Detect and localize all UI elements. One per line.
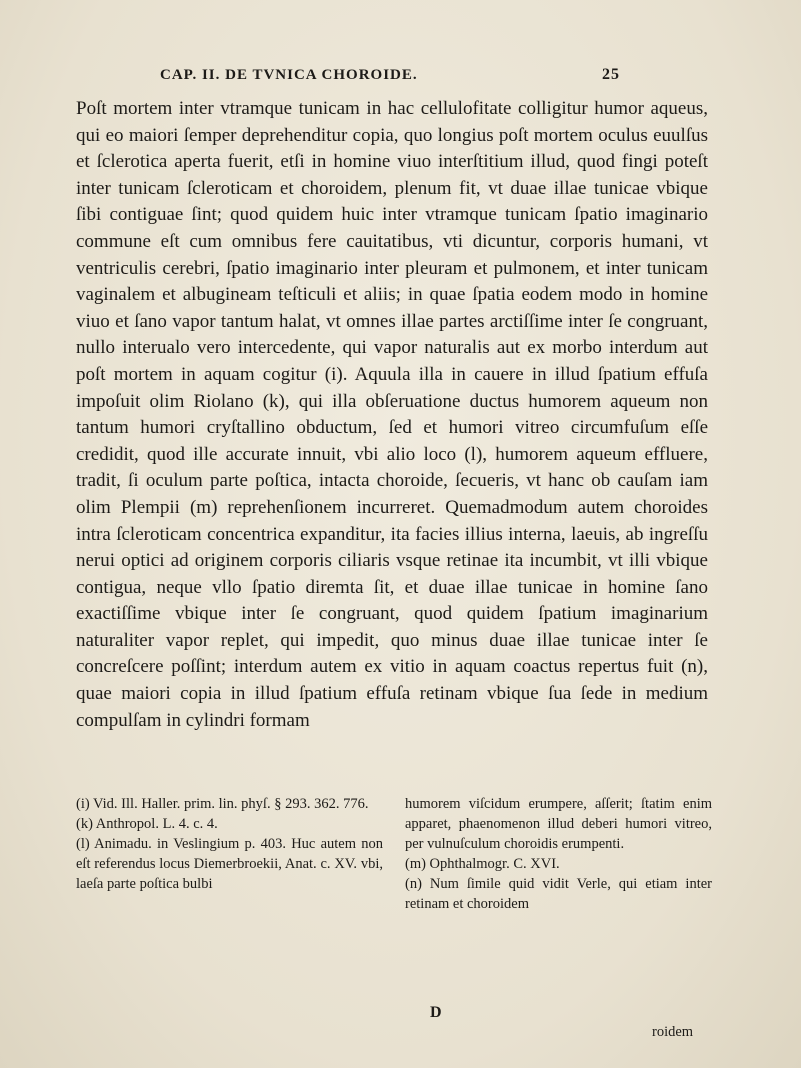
catchword: roidem [652,1024,694,1040]
footnotes [76,794,712,914]
footnote-l-continued: humorem viſcidum erumpere, aſſerit; ſtatim enim apparet, phaenomenon illud deberi humori vitreo, per vulnuſculum choroidis erumpenti. [405,796,712,852]
signature-mark: D [430,1004,442,1021]
footnote-l: (l) Animadu. in Veslingium p. 403. Huc autem non eſt referendus locus Diemerbroekii, Anat. c. XV. vbi, laeſa parte poſtica bulbi [76,836,383,892]
running-header [160,66,620,84]
footnote-m: (m) Ophthalmogr. C. XVI. [405,856,560,872]
footnote-n: (n) Num ſimile quid vidit Verle, qui etiam inter retinam et choroidem [405,876,712,912]
footnote-k: (k) Anthropol. L. 4. c. 4. [76,816,218,832]
running-title: CAP. II. DE TVNICA CHOROIDE. [160,67,418,83]
main-paragraph: Poſt mortem inter vtramque tunicam in hac cellulofitate colligitur humor aqueus, qui eo maiori ſemper deprehenditur copia, quo longius poſt mortem oculus euulſus et ſclerotica aperta fuerit, etſi in homine viuo interſtitium illud, quod fingi poteſt inter tunicam ſcleroticam et choroidem, plenum fit, vt duae illae tunicae vbique ſibi contiguae ſint; quod quidem huic inter vtramque tunicam ſpatio imaginario commune eſt cum omnibus fere cauitatibus, vti dicuntur, corporis humani, vt ventriculis cerebri, ſpatio imaginario inter pleuram et pulmonem, et inter tunicam vaginalem et albugineam teſticuli et aliis; in quae ſpatia eodem modo in homine viuo et ſano vapor tantum halat, vt omnes illae partes arctiſſime inter ſe congruant, nullo interualo vero intercedente, qui vapor naturalis aut ex morbo interdum aut poſt mortem in aquam cogitur (i). Aquula illa in cauere in illud ſpatium effuſa impoſuit olim Riolano (k), qui illa obſeruatione ductus humorem aqueum non tantum humori cryſtallino obductum, ſed et humori vitreo circumfuſum eſſe credidit, quod ille accurate innuit, vbi alio loco (l), humorem aqueum effluere, tradit, ſi oculum parte poſtica, intacta choroide, ſecueris, vt hanc ob cauſam iam olim Plempii (m) reprehenſionem incurreret. Quemadmodum autem choroides intra ſcleroticam concentrica expanditur, ita facies illius interna, laeuis, ab ingreſſu nerui optici ad originem corporis ciliaris vsque retinae ita incumbit, vt illi vbique contigua, neque vllo ſpatio diremta ſit, et duae illae tunicae in homine ſano exactiſſime vbique inter ſe congruant, quod quidem ſpatium imaginarium naturaliter vapor replet, qui impedit, quo minus duae illae tunicae inter ſe concreſcere poſſint; interdum autem ex vitio in aquam coactus repertus fuit (n), quae maiori copia in illud ſpatium effuſa retinam vbique ſua ſede in medium compulſam in cylindri formam [76,98,708,731]
footnotes-left-column [76,794,383,914]
main-text-block [76,96,708,734]
footnote-i: (i) Vid. Ill. Haller. prim. lin. phyſ. § 293. 362. 776. [76,796,369,812]
page-number: 25 [602,66,620,83]
footnotes-right-column [405,794,712,914]
